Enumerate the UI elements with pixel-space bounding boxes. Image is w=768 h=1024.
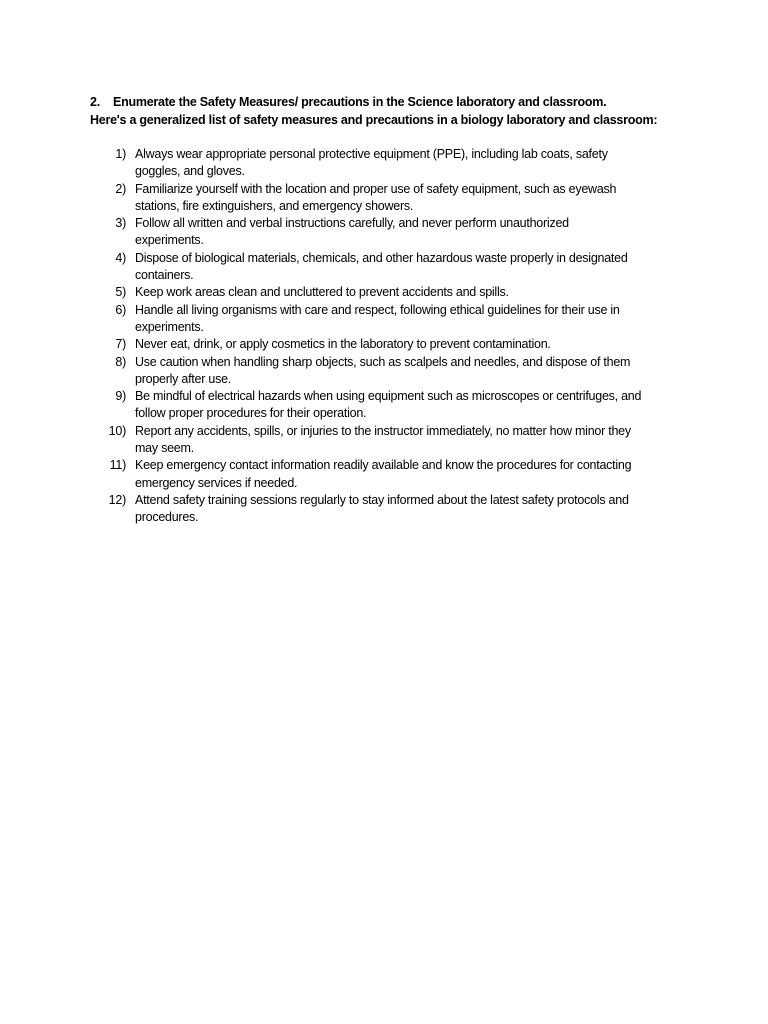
- list-item: [90, 354, 690, 389]
- list-item-number: 7): [115, 337, 126, 352]
- list-item-number: 12): [108, 492, 126, 507]
- answer-intro: Here's a generalized list of safety measures and precautions in a biology laboratory and classroom:: [90, 112, 658, 127]
- list-item-number: 3): [115, 216, 126, 231]
- list-item-text: goggles, and gloves.: [135, 164, 245, 179]
- list-item-text: Handle all living organisms with care and respect, following ethical guidelines for their use in: [135, 302, 620, 317]
- list-item: [90, 284, 690, 301]
- document-content: [90, 94, 690, 527]
- list-item-number: 9): [115, 389, 126, 404]
- list-item-text: Familiarize yourself with the location and proper use of safety equipment, such as eyewash: [135, 181, 617, 196]
- list-item-number: 2): [115, 181, 126, 196]
- list-item-number: 11): [109, 458, 126, 473]
- list-item-text: Follow all written and verbal instructions carefully, and never perform unauthorized: [135, 216, 569, 231]
- list-item: [90, 336, 690, 353]
- list-item: [90, 457, 690, 492]
- list-item-number: 8): [115, 354, 126, 369]
- list-item: [90, 492, 690, 527]
- list-item-text: procedures.: [135, 510, 199, 525]
- list-item-number: 1): [115, 147, 126, 161]
- list-item-text: may seem.: [135, 441, 194, 456]
- list-item-number: 6): [115, 302, 126, 317]
- list-item-text: Never eat, drink, or apply cosmetics in the laboratory to prevent contamination.: [135, 337, 551, 352]
- list-item: [90, 388, 690, 423]
- list-item-number: 10): [108, 423, 126, 438]
- list-item: [90, 423, 690, 458]
- list-item-text: Dispose of biological materials, chemicals, and other hazardous waste properly in designated: [135, 250, 628, 265]
- list-item: [90, 181, 690, 216]
- list-item-text: Attend safety training sessions regularly to stay informed about the latest safety protocols and: [135, 492, 629, 507]
- list-item-text: Keep work areas clean and uncluttered to prevent accidents and spills.: [135, 285, 509, 300]
- question-number: 2.: [90, 95, 100, 109]
- question-title: Enumerate the Safety Measures/ precautions in the Science laboratory and classroom.: [113, 95, 607, 109]
- list-item-text: Use caution when handling sharp objects, such as scalpels and needles, and dispose of them: [135, 354, 631, 369]
- list-item-text: experiments.: [135, 233, 204, 248]
- list-item: [90, 302, 690, 337]
- list-item-text: Always wear appropriate personal protective equipment (PPE), including lab coats, safety: [135, 147, 608, 161]
- list-item-text: Report any accidents, spills, or injuries to the instructor immediately, no matter how minor they: [135, 423, 631, 438]
- list-item-text: containers.: [135, 268, 194, 283]
- list-item-text: properly after use.: [135, 371, 231, 386]
- safety-measures-list: [90, 146, 690, 527]
- list-item-text: follow proper procedures for their operation.: [135, 406, 367, 421]
- question-heading: [90, 94, 690, 112]
- list-item-text: experiments.: [135, 319, 204, 334]
- list-item: [90, 250, 690, 285]
- list-item-text: stations, fire extinguishers, and emergency showers.: [135, 198, 414, 213]
- list-item-number: 5): [115, 285, 126, 300]
- list-item-number: 4): [115, 250, 126, 265]
- list-item-text: Be mindful of electrical hazards when using equipment such as microscopes or centrifuges, and: [135, 389, 642, 404]
- list-item-text: emergency services if needed.: [135, 475, 298, 490]
- list-item: [90, 146, 690, 181]
- list-item: [90, 215, 690, 250]
- list-item-text: Keep emergency contact information readily available and know the procedures for contacting: [135, 458, 632, 473]
